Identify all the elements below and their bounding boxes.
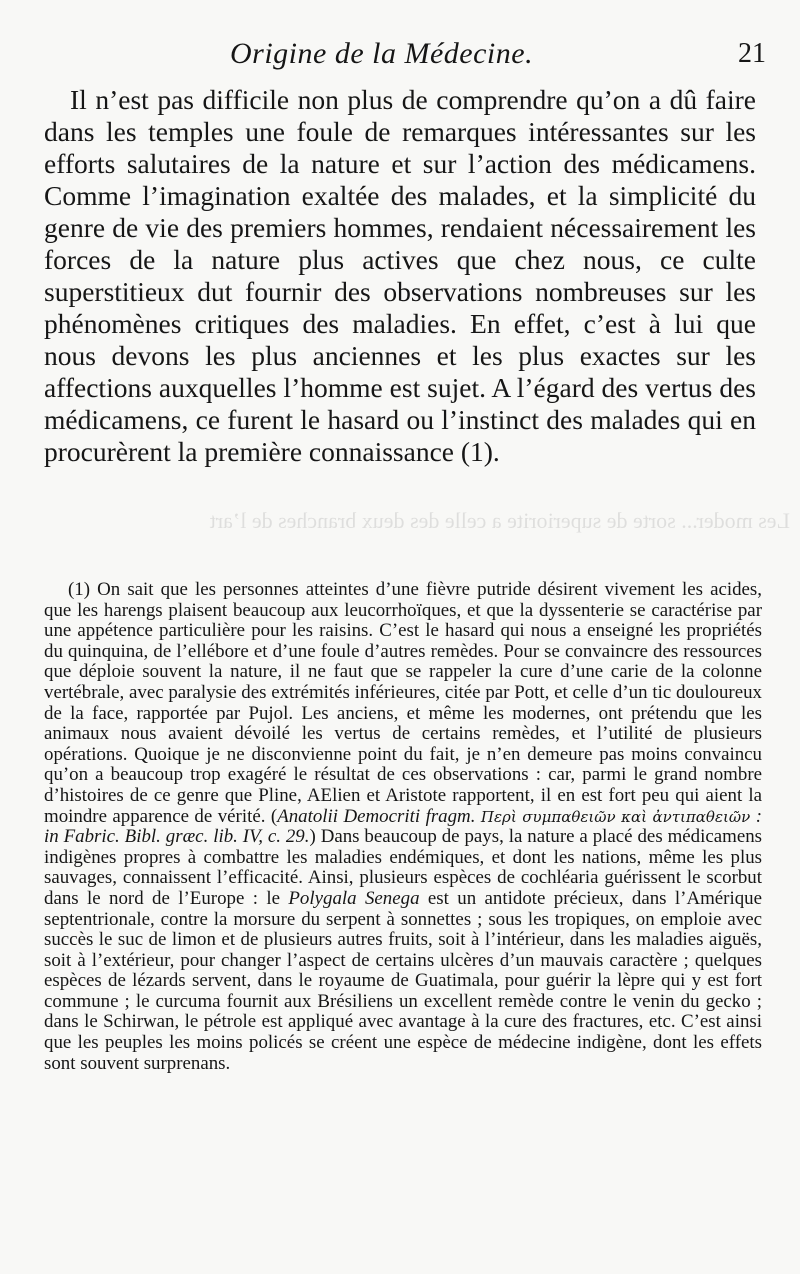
citation-greek: Περὶ συμπαθειῶν καὶ ἀντιπαθειῶν: [480, 807, 751, 826]
citation-author: Anatolii Democriti fragm.: [277, 805, 476, 827]
page-header: [40, 34, 768, 74]
citation-source: : in Fabric. Bibl. græc. lib. IV, c. 29.: [44, 805, 762, 848]
footnote: [44, 580, 762, 1074]
footnote-text-1: (1) On sait que les personnes atteintes d’une fièvre putride désirent vivement les acides, que les harengs plaisent beaucoup aux leucorrhoïques, et que la dyssenterie se caractérise par une appétence particulière pour les raisins. C’est le hasard qui nous a enseigné les propriétés du quinquina, de l’ellébore et d’une foule d’autres remèdes. Pour se convaincre des ressources que déploie souvent la nature, il ne faut que se rappeler la cure d’une carie de la colonne vertébrale, avec paralysie des extrémités inférieures, citée par Pott, et celle d’un tic douloureux de la face, rapportée par Pujol. Les anciens, et même les modernes, ont prétendu que les animaux nous avaient dévoilé les vertus de certains remèdes, et l’utilité de plusieurs opérations. Quoique je ne disconvienne point du fait, je n’en demeure pas moins convaincu qu’on a beaucoup trop exagéré le résultat de ces observations : car, parmi le grand nombre d’histoires de ce genre que Pline, AElien et Aristote rapportent, il en est fort peu qui aient la moindre apparence de vérité. (: [44, 579, 762, 827]
page-number: 21: [738, 38, 766, 69]
bleed-through-text: Les moder... sorte de superiorite a celle des deux branches de l’art: [209, 508, 790, 533]
main-paragraph: Il n’est pas difficile non plus de comprendre qu’on a dû faire dans les temples une foule de remarques intéressantes sur les efforts salutaires de la nature et sur l’action des médicamens. Comme l’imagination exaltée des malades, et la simplicité du genre de vie des premiers hommes, rendaient nécessairement les forces de la nature plus actives que chez nous, ce culte superstitieux dut fournir des observations nombreuses sur les phénomènes critiques des maladies. En effet, c’est à lui que nous devons les plus anciennes et les plus exactes sur les affections auxquelles l’homme est sujet. A l’égard des vertus des médicamens, ce furent le hasard ou l’instinct des malades qui en procurèrent la première connaissance (1).: [44, 84, 756, 467]
footnote-text-3: est un antidote précieux, dans l’Amérique septentrionale, contre la morsure du serpent à sonnettes ; sous les tropiques, on emploie avec succès le suc de limon et de plusieurs autres fruits, soit à l’intérieur, dans les maladies aiguës, soit à l’extérieur, pour changer l’aspect de certains ulcères d’un mauvais caractère ; quelques espèces de lézards servent, dans le royaume de Guatimala, pour guérir la lèpre qui y est fort commune ; le curcuma fournit aux Brésiliens un excellent remède contre le venin du gecko ; dans le Schirwan, le pétrole est appliqué avec avantage à la cure des fractures, etc. C’est ainsi que les peuples les moins policés se créent une espèce de médecine indigène, dont les effets sont souvent surprenans.: [44, 887, 762, 1074]
plant-name: Polygala Senega: [288, 887, 420, 909]
footnote-text-2: ) Dans beaucoup de pays, la nature a placé des médicamens indigènes propres à combattre les maladies endémiques, et dont les nations, même les plus sauvages, connaissent l’efficacité. Ainsi, plusieurs espèces de cochléaria guérissent le scorbut dans le nord de l’Europe : le: [44, 826, 763, 909]
running-title: Origine de la Médecine.: [230, 37, 534, 70]
